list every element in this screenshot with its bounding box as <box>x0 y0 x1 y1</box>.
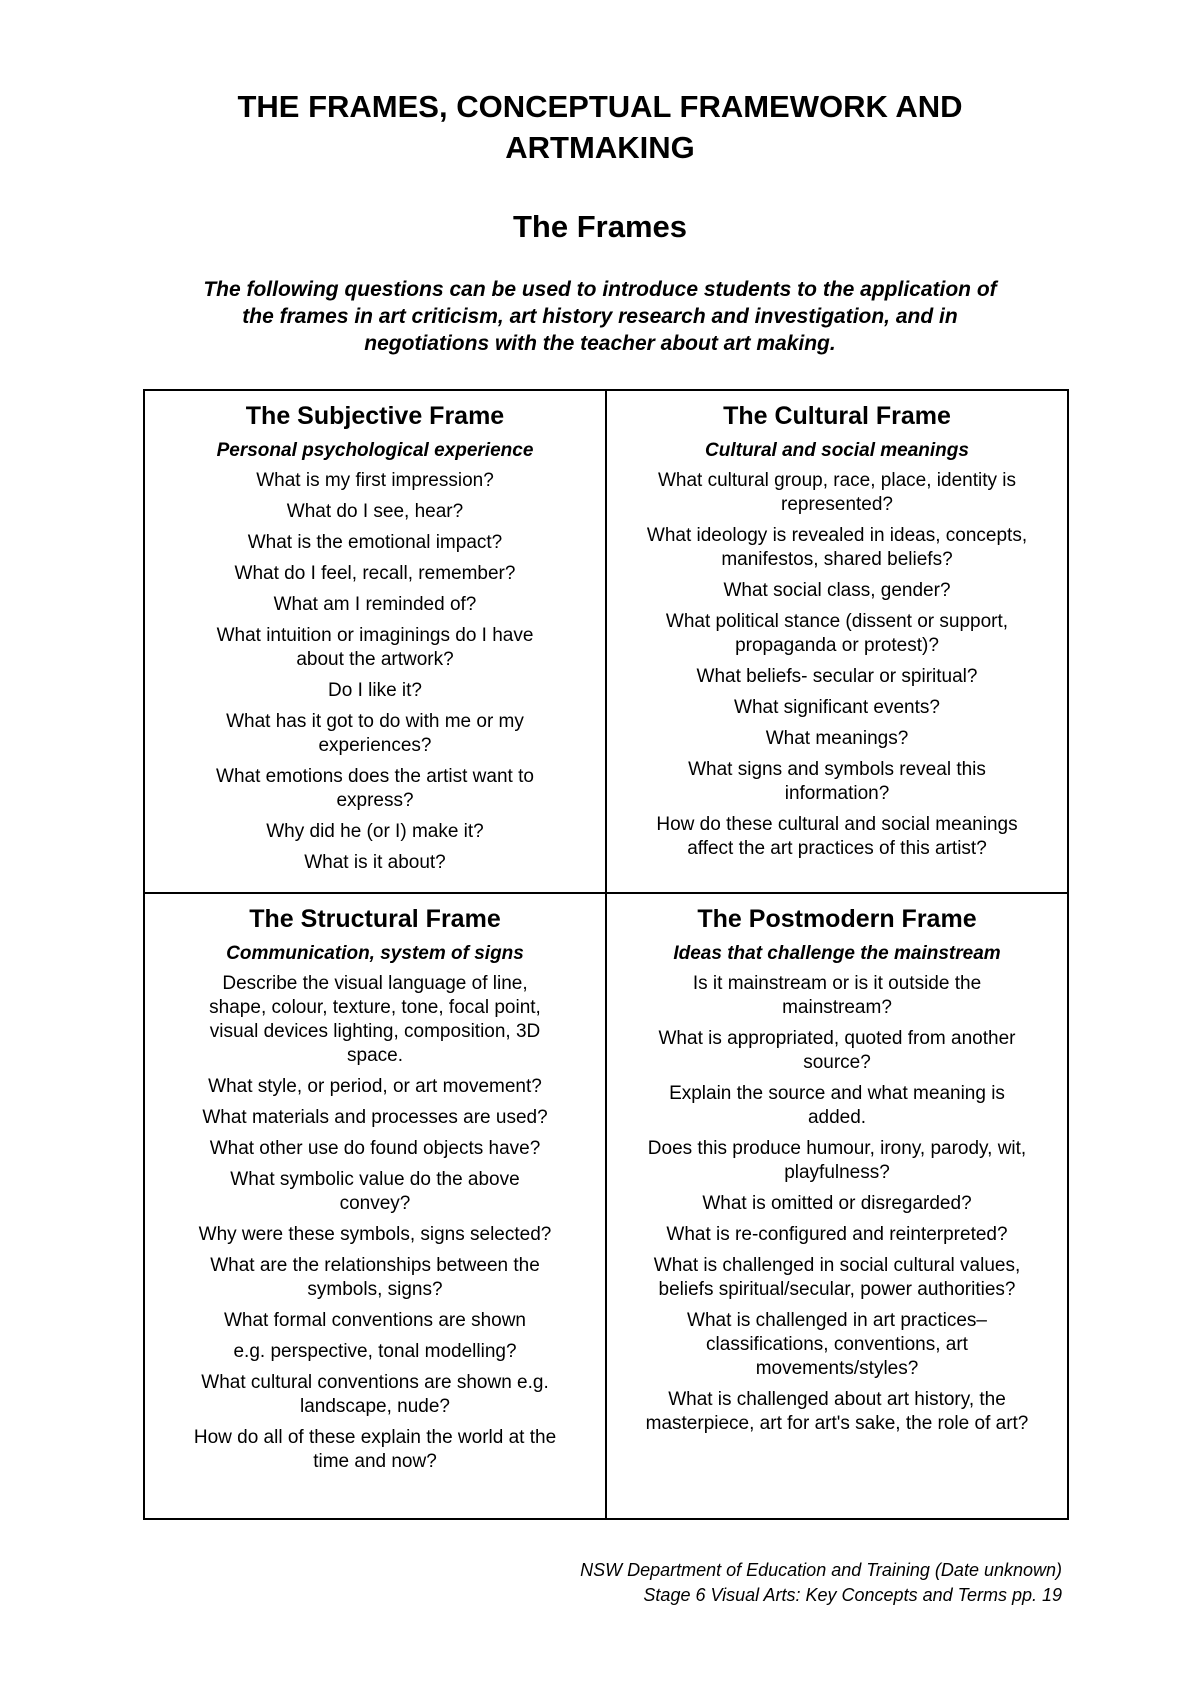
structural-frame-cell <box>144 893 606 1519</box>
question-line: e.g. perspective, tonal modelling? <box>233 1341 517 1362</box>
question-line: How do these cultural and social meanings <box>656 814 1018 835</box>
question-item <box>617 524 1057 572</box>
question-line: express? <box>336 790 414 811</box>
intro-line-3: negotiations with the teacher about art making. <box>364 332 836 355</box>
question-item <box>155 1340 595 1364</box>
question-line: convey? <box>339 1193 411 1214</box>
frames-row-1 <box>144 390 1068 893</box>
question-line: visual devices lighting, composition, 3D <box>209 1021 541 1042</box>
question-line: added. <box>807 1107 867 1128</box>
intro-line-2: the frames in art criticism, art history research and investigation, and in <box>242 305 958 328</box>
question-line: Does this produce humour, irony, parody, wit, <box>647 1138 1027 1159</box>
question-line: What style, or period, or art movement? <box>208 1076 542 1097</box>
question-line: What signs and symbols reveal this <box>688 759 986 780</box>
question-item <box>617 1137 1057 1185</box>
question-item <box>155 1106 595 1130</box>
question-item <box>617 665 1057 689</box>
question-line: experiences? <box>318 735 432 756</box>
question-line: What emotions does the artist want to <box>216 766 534 787</box>
question-line: about the artwork? <box>296 649 454 670</box>
question-item <box>155 851 595 875</box>
question-line: Is it mainstream or is it outside the <box>692 973 982 994</box>
question-item <box>155 1309 595 1333</box>
question-line: time and now? <box>313 1451 437 1472</box>
question-line: What is my first impression? <box>256 470 494 491</box>
question-item <box>617 469 1057 517</box>
question-item <box>617 579 1057 603</box>
question-line: space. <box>347 1045 403 1066</box>
question-item <box>155 531 595 555</box>
question-line: What materials and processes are used? <box>202 1107 548 1128</box>
question-line: propaganda or protest)? <box>735 635 939 656</box>
question-line: What formal conventions are shown <box>223 1310 527 1331</box>
question-item <box>155 562 595 586</box>
question-line: symbols, signs? <box>307 1279 443 1300</box>
question-item <box>155 469 595 493</box>
question-line: What political stance (dissent or support, <box>665 611 1009 632</box>
question-line: What is challenged in social cultural values, <box>653 1255 1021 1276</box>
question-item <box>155 1168 595 1216</box>
question-item <box>617 1254 1057 1302</box>
question-line: What intuition or imaginings do I have <box>216 625 534 646</box>
question-line: mainstream? <box>782 997 892 1018</box>
frame-subtitle: Cultural and social meanings <box>705 440 969 461</box>
question-item <box>617 610 1057 658</box>
question-item <box>155 820 595 844</box>
question-item <box>617 1309 1057 1381</box>
question-item <box>155 1254 595 1302</box>
question-line: What is challenged about art history, the <box>668 1389 1006 1410</box>
question-item <box>617 758 1057 806</box>
question-item <box>617 1027 1057 1075</box>
question-line: What ideology is revealed in ideas, concepts, <box>646 525 1028 546</box>
question-line: What beliefs- secular or spiritual? <box>696 666 978 687</box>
question-line: What do I feel, recall, remember? <box>234 563 516 584</box>
question-line: affect the art practices of this artist? <box>687 838 987 859</box>
question-line: Why did he (or I) make it? <box>266 821 484 842</box>
question-item <box>155 679 595 703</box>
question-line: How do all of these explain the world at the <box>193 1427 557 1448</box>
citation-line-2: Stage 6 Visual Arts: Key Concepts and Terms pp. 19 <box>643 1585 1062 1605</box>
frame-title: The Subjective Frame <box>245 402 505 430</box>
question-line: What social class, gender? <box>723 580 951 601</box>
question-line: classifications, conventions, art <box>706 1334 968 1355</box>
question-item <box>155 500 595 524</box>
question-line: landscape, nude? <box>299 1396 450 1417</box>
question-line: What is the emotional impact? <box>247 532 503 553</box>
question-item <box>155 1223 595 1247</box>
frame-title: The Cultural Frame <box>723 402 951 430</box>
question-item <box>155 972 595 1068</box>
question-line: source? <box>803 1052 871 1073</box>
frames-row-2 <box>144 893 1068 1519</box>
question-line: What other use do found objects have? <box>209 1138 541 1159</box>
question-item <box>155 624 595 672</box>
question-list <box>617 469 1057 861</box>
question-line: What cultural conventions are shown e.g. <box>201 1372 549 1393</box>
frames-table <box>143 389 1069 1520</box>
page-title-line-2: ARTMAKING <box>505 130 695 165</box>
question-line: What am I reminded of? <box>273 594 477 615</box>
question-item <box>617 1388 1057 1436</box>
question-line: What meanings? <box>765 728 909 749</box>
question-line: Describe the visual language of line, <box>222 973 528 994</box>
question-line: What is omitted or disregarded? <box>702 1193 972 1214</box>
intro-line-1: The following questions can be used to introduce students to the application of <box>203 278 997 301</box>
question-line: movements/styles? <box>755 1358 919 1379</box>
question-line: playfulness? <box>784 1162 890 1183</box>
question-line: information? <box>784 783 890 804</box>
question-line: shape, colour, texture, tone, focal point, <box>209 997 541 1018</box>
question-item <box>155 765 595 813</box>
question-line: What do I see, hear? <box>286 501 464 522</box>
question-line: Explain the source and what meaning is <box>669 1083 1005 1104</box>
question-list <box>155 972 595 1474</box>
question-list <box>155 469 595 875</box>
question-line: What is it about? <box>304 852 446 873</box>
question-item <box>617 1223 1057 1247</box>
question-item <box>617 727 1057 751</box>
question-item <box>155 593 595 617</box>
question-item <box>155 1371 595 1419</box>
question-item <box>617 1082 1057 1130</box>
citation-line-1: NSW Department of Education and Training (Date unknown) <box>580 1560 1062 1580</box>
frame-title: The Postmodern Frame <box>697 905 977 933</box>
question-item <box>155 1075 595 1099</box>
page-title-line-1: THE FRAMES, CONCEPTUAL FRAMEWORK AND <box>237 89 963 124</box>
question-line: What has it got to do with me or my <box>226 711 524 732</box>
question-line: represented? <box>781 494 893 515</box>
question-item <box>617 1192 1057 1216</box>
question-line: What is appropriated, quoted from another <box>658 1028 1016 1049</box>
question-item <box>617 696 1057 720</box>
page-title <box>0 86 1200 168</box>
question-line: What significant events? <box>734 697 940 718</box>
postmodern-frame-cell <box>606 893 1068 1519</box>
subjective-frame-cell <box>144 390 606 893</box>
question-line: manifestos, shared beliefs? <box>721 549 953 570</box>
question-list <box>617 972 1057 1436</box>
section-title: The Frames <box>512 209 687 244</box>
question-item <box>617 813 1057 861</box>
question-item <box>617 972 1057 1020</box>
citation-footer <box>580 1558 1062 1608</box>
question-line: beliefs spiritual/secular, power authorities? <box>658 1279 1016 1300</box>
cultural-frame-cell <box>606 390 1068 893</box>
question-item <box>155 710 595 758</box>
question-line: What symbolic value do the above <box>230 1169 520 1190</box>
frame-subtitle: Ideas that challenge the mainstream <box>673 943 1001 964</box>
frame-subtitle: Communication, system of signs <box>226 943 524 964</box>
frame-title: The Structural Frame <box>249 905 501 933</box>
frame-subtitle: Personal psychological experience <box>216 440 534 461</box>
question-item <box>155 1426 595 1474</box>
question-line: What are the relationships between the <box>210 1255 540 1276</box>
question-line: What is re-configured and reinterpreted? <box>666 1224 1008 1245</box>
question-line: Why were these symbols, signs selected? <box>198 1224 552 1245</box>
intro-paragraph <box>130 276 1070 357</box>
question-line: What cultural group, race, place, identity is <box>657 470 1016 491</box>
question-line: What is challenged in art practices– <box>687 1310 987 1331</box>
question-line: Do I like it? <box>328 680 422 701</box>
question-item <box>155 1137 595 1161</box>
question-line: masterpiece, art for art's sake, the role of art? <box>645 1413 1029 1434</box>
